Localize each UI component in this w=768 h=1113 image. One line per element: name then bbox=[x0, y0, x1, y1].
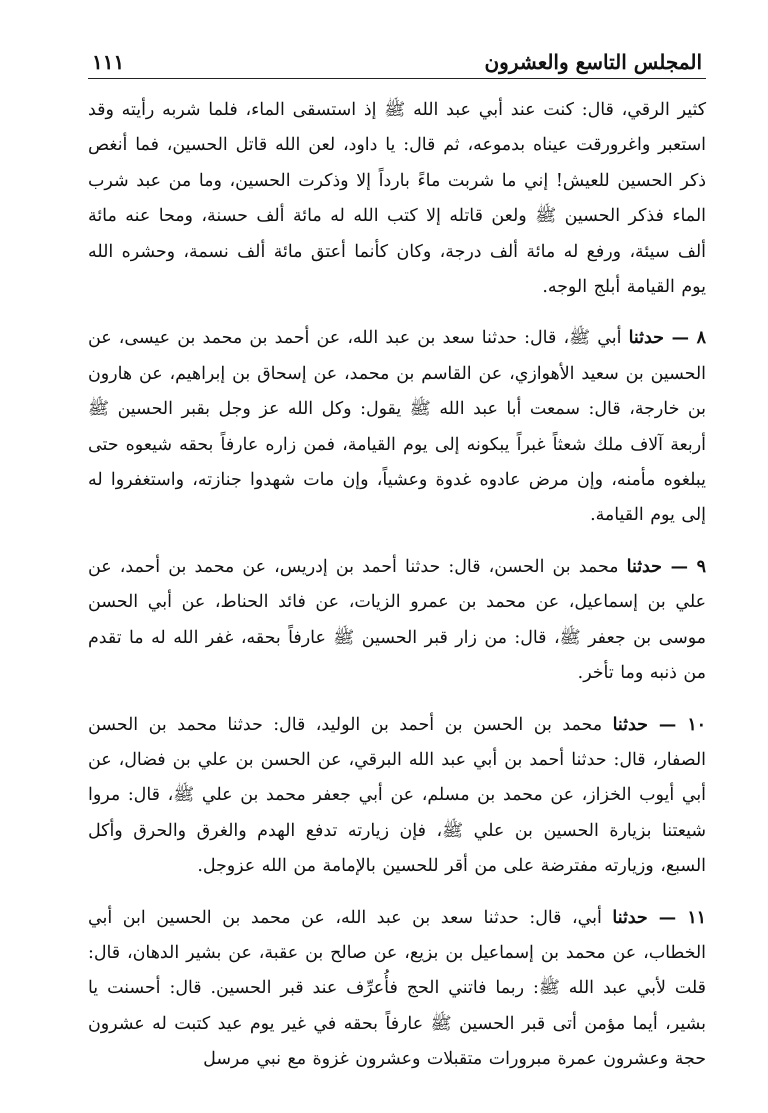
hadith-number-9: ٩ — حدثنا bbox=[626, 556, 707, 577]
paragraph-5 bbox=[88, 901, 706, 1078]
paragraph-2 bbox=[88, 321, 706, 533]
book-page bbox=[88, 38, 706, 1093]
page-number: ١١١ bbox=[92, 50, 125, 74]
chapter-title: المجلس التاسع والعشرون bbox=[484, 50, 702, 74]
paragraph-text: محمد بن الحسن، قال: حدثنا أحمد بن إدريس، عن محمد بن أحمد، عن علي بن إسماعيل، عن محمد بن عمرو الزيات، عن فائد الحناط، عن أبي الحسن موسى بن جعفر ﷺ، قال: من زار قبر الحسين ﷺ عارفاً بحقه، غفر الله له ما تقدم من ذنبه وما تأخر. bbox=[88, 556, 706, 684]
page-body bbox=[88, 93, 706, 1078]
hadith-number-10: ١٠ — حدثنا bbox=[612, 714, 707, 735]
paragraph-text: أبي ﷺ، قال: حدثنا سعد بن عبد الله، عن أحمد بن محمد بن عيسى، عن الحسين بن سعيد الأهوازي، عن القاسم بن محمد، عن إسحاق بن إبراهيم، عن هارون بن خارجة، قال: سمعت أبا عبد الله ﷺ يقول: وكل الله عز وجل بقبر الحسين ﷺ أربعة آلاف ملك شعثاً غبراً يبكونه إلى يوم القيامة، فمن زاره عارفاً بحقه شيعوه حتى يبلغوه مأمنه، وإن مرض عادوه غدوة وعشياً، وإن مات شهدوا جنازته، واستغفروا له إلى يوم القيامة. bbox=[88, 328, 706, 526]
paragraph-text: كثير الرقي، قال: كنت عند أبي عبد الله ﷺ إذ استسقى الماء، فلما شربه رأيته وقد استعبر واغرورقت عيناه بدموعه، ثم قال: يا داود، لعن الله قاتل الحسين، فما أنغص ذكر الحسين للعيش! إني ما شربت ماءً بارداً إلا وذكرت الحسين، وما من عبد شرب الماء فذكر الحسين ﷺ ولعن قاتله إلا كتب الله له مائة ألف حسنة، ومحا عنه مائة ألف سيئة، ورفع له مائة ألف درجة، وكان كأنما أعتق مائة ألف نسمة، وحشره الله يوم القيامة أبلج الوجه. bbox=[88, 100, 706, 298]
paragraph-1 bbox=[88, 93, 706, 305]
paragraph-text: محمد بن الحسن بن أحمد بن الوليد، قال: حدثنا محمد بن الحسن الصفار، قال: حدثنا أحمد بن أبي عبد الله البرقي، عن الحسن بن علي بن فضال، عن أبي أيوب الخزاز، عن محمد بن مسلم، عن أبي جعفر محمد بن علي ﷺ، قال: مروا شيعتنا بزيارة الحسين بن علي ﷺ، فإن زيارته تدفع الهدم والغرق والحرق وأكل السبع، وزيارته مفترضة على من أقر للحسين بالإمامة من الله عزوجل. bbox=[88, 714, 706, 877]
paragraph-4 bbox=[88, 708, 706, 885]
paragraph-text: أبي، قال: حدثنا سعد بن عبد الله، عن محمد بن الحسين ابن أبي الخطاب، عن محمد بن إسماعيل بن بزيع، عن صالح بن عقبة، عن بشير الدهان، قال: قلت لأبي عبد الله ﷺ: ربما فاتني الحج فأُعرِّف عند قبر الحسين. قال: أحسنت يا بشير، أيما مؤمن أتى قبر الحسين ﷺ عارفاً بحقه في غير يوم عيد كتبت له عشرون حجة وعشرون عمرة مبرورات متقبلات وعشرون غزوة مع نبي مرسل bbox=[88, 907, 706, 1070]
hadith-number-11: ١١ — حدثنا bbox=[612, 907, 706, 928]
hadith-number-8: ٨ — حدثنا bbox=[628, 328, 707, 349]
paragraph-3 bbox=[88, 550, 706, 692]
running-header bbox=[88, 38, 706, 79]
